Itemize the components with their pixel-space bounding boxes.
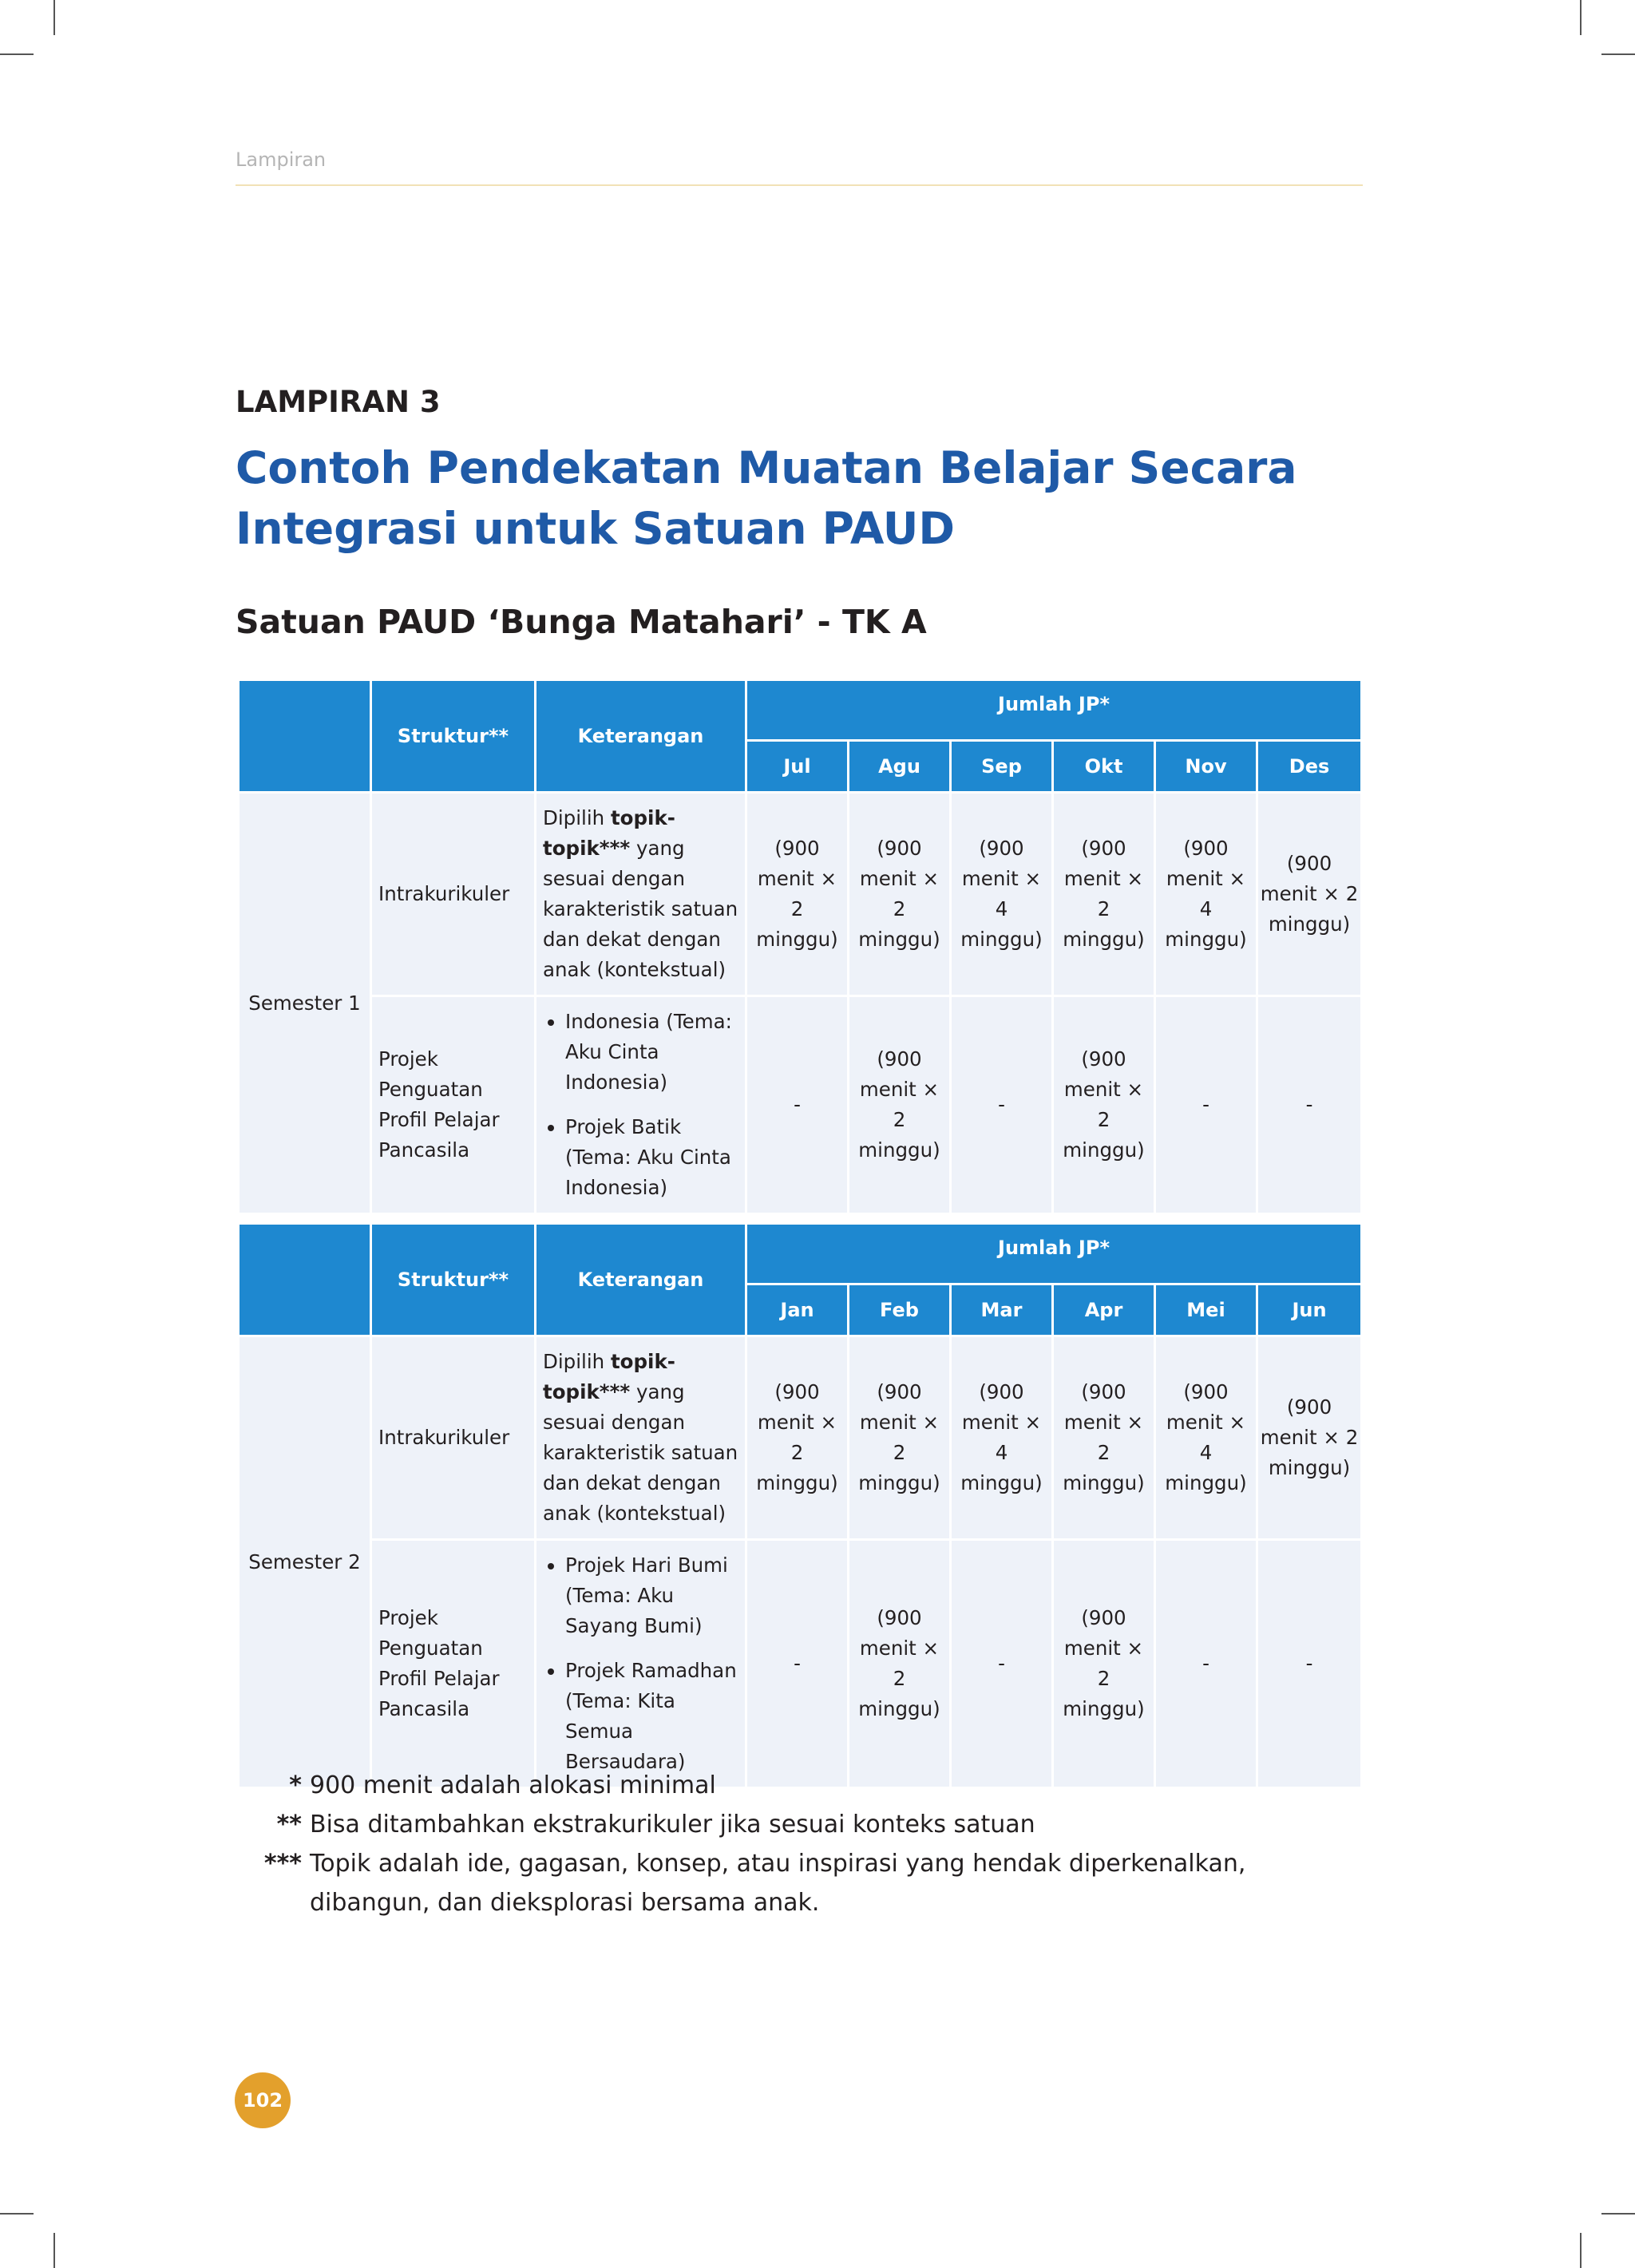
jp-value-line: (900 (1081, 1047, 1126, 1071)
jp-value-cell (951, 996, 1053, 1214)
page-number-badge: 102 (235, 2072, 291, 2128)
jp-value-line: - (998, 1093, 1005, 1116)
footnote-mark: *** (263, 1850, 302, 1878)
jp-value-line: (900 (1183, 837, 1229, 860)
jp-value-line: (900 (877, 1606, 922, 1629)
keterangan-bold: topik-topik*** (543, 1350, 675, 1403)
jp-value-line: - (1202, 1093, 1209, 1116)
header-struktur: Struktur** (371, 1224, 536, 1336)
semester-table (237, 679, 1363, 1215)
crop-mark (1580, 2233, 1582, 2268)
keterangan-intrakurikuler (536, 793, 746, 996)
table-row-projek (239, 1540, 1362, 1788)
projek-list (543, 1007, 738, 1203)
jp-value-line: (900 (1183, 1380, 1229, 1403)
header-struktur: Struktur** (371, 680, 536, 793)
projek-list-item: • Indonesia (Tema: Aku Cinta Indonesia) (565, 1007, 738, 1098)
crop-mark (0, 2213, 34, 2215)
crop-mark (1601, 2213, 1635, 2215)
struktur-intrakurikuler: Intrakurikuler (371, 1336, 536, 1540)
keterangan-bold: topik-topik*** (543, 806, 675, 860)
jp-value-line: - (1305, 1652, 1313, 1675)
jp-value-cell (1053, 996, 1155, 1214)
jp-value-line: menit × 4 (961, 867, 1042, 920)
jp-value-cell (849, 1540, 951, 1788)
jp-value-line: minggu) (858, 1697, 940, 1720)
table-row-intrakurikuler (239, 793, 1362, 996)
table-row-projek (239, 996, 1362, 1214)
keterangan-projek (536, 996, 746, 1214)
jp-value-line: menit × 2 (859, 1411, 940, 1464)
jp-value-cell (746, 793, 849, 996)
jp-value-line: (900 (774, 837, 820, 860)
jp-value-cell (849, 793, 951, 996)
jp-value-cell (1053, 1540, 1155, 1788)
keterangan-projek (536, 1540, 746, 1788)
semester-table (237, 1222, 1363, 1789)
header-month: Sep (951, 741, 1053, 793)
section-subtitle: Satuan PAUD ‘Bunga Matahari’ - TK A (236, 603, 927, 641)
header-month: Nov (1155, 741, 1257, 793)
jp-value-cell (1257, 793, 1362, 996)
jp-value-line: menit × 2 (1063, 867, 1144, 920)
jp-value-cell (951, 1540, 1053, 1788)
jp-value-line: minggu) (1063, 1471, 1145, 1494)
header-month: Feb (849, 1284, 951, 1336)
header-semester-blank (239, 680, 371, 793)
jp-value-line: (900 (774, 1380, 820, 1403)
table-row-intrakurikuler (239, 1336, 1362, 1540)
jp-value-line: minggu) (756, 1471, 838, 1494)
footnote-item (240, 1766, 1373, 1805)
jp-value-line: menit × 2 (757, 867, 837, 920)
footnote-mark: ** (276, 1811, 302, 1839)
jp-value-cell (1155, 793, 1257, 996)
jp-value-line: (900 (1286, 1395, 1332, 1419)
jp-value-line: menit × 2 (1063, 1637, 1144, 1690)
jp-value-line: minggu) (1063, 928, 1145, 951)
footnote-text: 900 menit adalah alokasi minimal (310, 1771, 716, 1799)
jp-value-line: menit × 4 (961, 1411, 1042, 1464)
jp-value-cell (1053, 1336, 1155, 1540)
header-jumlah-jp: Jumlah JP* (746, 680, 1362, 741)
header-month: Jan (746, 1284, 849, 1336)
crop-mark (53, 0, 55, 35)
jp-value-line: - (1305, 1093, 1313, 1116)
jp-value-line: menit × 4 (1166, 1411, 1246, 1464)
jp-value-cell (746, 1336, 849, 1540)
struktur-projek: Projek Penguatan Profil Pelajar Pancasila (371, 1540, 536, 1788)
jp-value-line: (900 (877, 1380, 922, 1403)
crop-mark (53, 2233, 55, 2268)
jp-value-cell (951, 1336, 1053, 1540)
keterangan-text: yang sesuai dengan karakteristik satuan dan dekat dengan anak (kontekstual) (543, 837, 738, 981)
footnote-item (240, 1805, 1373, 1844)
jp-value-line: minggu) (756, 928, 838, 951)
jp-value-line: - (794, 1652, 801, 1675)
struktur-projek: Projek Penguatan Profil Pelajar Pancasila (371, 996, 536, 1214)
jp-value-cell (746, 1540, 849, 1788)
jp-value-line: (900 (1081, 1380, 1126, 1403)
jp-value-cell (1155, 1540, 1257, 1788)
jp-value-line: (900 (877, 1047, 922, 1071)
jp-value-line: minggu) (1268, 912, 1351, 936)
jp-value-line: minggu) (858, 928, 940, 951)
crop-mark (1580, 0, 1582, 35)
header-month: Des (1257, 741, 1362, 793)
jp-value-line: (900 (1081, 837, 1126, 860)
jp-value-cell (1155, 996, 1257, 1214)
crop-mark (0, 53, 34, 55)
jp-value-line: menit × 4 (1166, 867, 1246, 920)
table-header-row (239, 680, 1362, 741)
header-month: Apr (1053, 1284, 1155, 1336)
semester-label: Semester 2 (239, 1336, 371, 1788)
jp-value-line: menit × 2 (1260, 1426, 1359, 1449)
jp-value-line: minggu) (960, 1471, 1043, 1494)
projek-list-item: • Projek Batik (Tema: Aku Cinta Indonesia) (565, 1112, 738, 1203)
jp-value-cell (1155, 1336, 1257, 1540)
keterangan-text: Dipilih (543, 1350, 611, 1373)
jp-value-cell (951, 793, 1053, 996)
footnote-mark: * (289, 1771, 302, 1799)
header-month: Mei (1155, 1284, 1257, 1336)
jp-value-line: menit × 2 (757, 1411, 837, 1464)
jp-value-cell (1053, 793, 1155, 996)
jp-value-line: minggu) (1268, 1456, 1351, 1479)
jp-value-cell (849, 1336, 951, 1540)
crop-mark (1601, 53, 1635, 55)
footnotes (240, 1766, 1373, 1922)
jp-value-line: menit × 2 (859, 1637, 940, 1690)
header-month: Agu (849, 741, 951, 793)
header-rule (236, 184, 1363, 186)
header-semester-blank (239, 1224, 371, 1336)
jp-value-line: minggu) (1165, 1471, 1247, 1494)
jp-value-line: (900 (1286, 852, 1332, 875)
jp-value-line: minggu) (960, 928, 1043, 951)
keterangan-text: yang sesuai dengan karakteristik satuan dan dekat dengan anak (kontekstual) (543, 1380, 738, 1525)
jp-value-line: menit × 2 (1063, 1078, 1144, 1131)
jp-value-line: minggu) (1165, 928, 1247, 951)
projek-list-item: • Projek Hari Bumi (Tema: Aku Sayang Bumi) (565, 1550, 738, 1641)
jp-value-line: (900 (1081, 1606, 1126, 1629)
jp-value-line: - (794, 1093, 801, 1116)
header-keterangan: Keterangan (536, 680, 746, 793)
jp-value-line: menit × 2 (1260, 882, 1359, 905)
jp-value-line: menit × 2 (859, 1078, 940, 1131)
jp-value-cell (849, 996, 951, 1214)
jp-value-line: minggu) (858, 1471, 940, 1494)
jp-value-line: minggu) (858, 1138, 940, 1162)
running-head: Lampiran (236, 148, 327, 171)
header-month: Okt (1053, 741, 1155, 793)
page-title: Contoh Pendekatan Muatan Belajar Secara Integrasi untuk Satuan PAUD (236, 442, 1297, 554)
jp-value-line: (900 (877, 837, 922, 860)
jp-value-cell (1257, 1336, 1362, 1540)
footnote-text: Topik adalah ide, gagasan, konsep, atau inspirasi yang hendak diperkenalkan, dibangun, dan dieksplorasi bersama anak. (310, 1850, 1246, 1917)
jp-value-line: (900 (979, 1380, 1024, 1403)
jp-value-line: minggu) (1063, 1138, 1145, 1162)
jp-value-line: (900 (979, 837, 1024, 860)
jp-value-line: - (1202, 1652, 1209, 1675)
keterangan-intrakurikuler (536, 1336, 746, 1540)
appendix-kicker: LAMPIRAN 3 (236, 385, 441, 419)
jp-value-line: menit × 2 (1063, 1411, 1144, 1464)
jp-value-line: - (998, 1652, 1005, 1675)
struktur-intrakurikuler: Intrakurikuler (371, 793, 536, 996)
projek-list (543, 1550, 738, 1777)
semester-label: Semester 1 (239, 793, 371, 1214)
keterangan-text: Dipilih (543, 806, 611, 829)
footnote-text: Bisa ditambahkan ekstrakurikuler jika sesuai konteks satuan (310, 1811, 1035, 1839)
footnote-item (240, 1844, 1373, 1922)
header-jumlah-jp: Jumlah JP* (746, 1224, 1362, 1284)
header-month: Mar (951, 1284, 1053, 1336)
header-month: Jun (1257, 1284, 1362, 1336)
jp-value-line: minggu) (1063, 1697, 1145, 1720)
jp-value-cell (1257, 1540, 1362, 1788)
table-header-row (239, 1224, 1362, 1284)
header-keterangan: Keterangan (536, 1224, 746, 1336)
jp-value-line: menit × 2 (859, 867, 940, 920)
jp-value-cell (1257, 996, 1362, 1214)
header-month: Jul (746, 741, 849, 793)
projek-list-item: • Projek Ramadhan (Tema: Kita Semua Bersaudara) (565, 1656, 738, 1777)
jp-value-cell (746, 996, 849, 1214)
